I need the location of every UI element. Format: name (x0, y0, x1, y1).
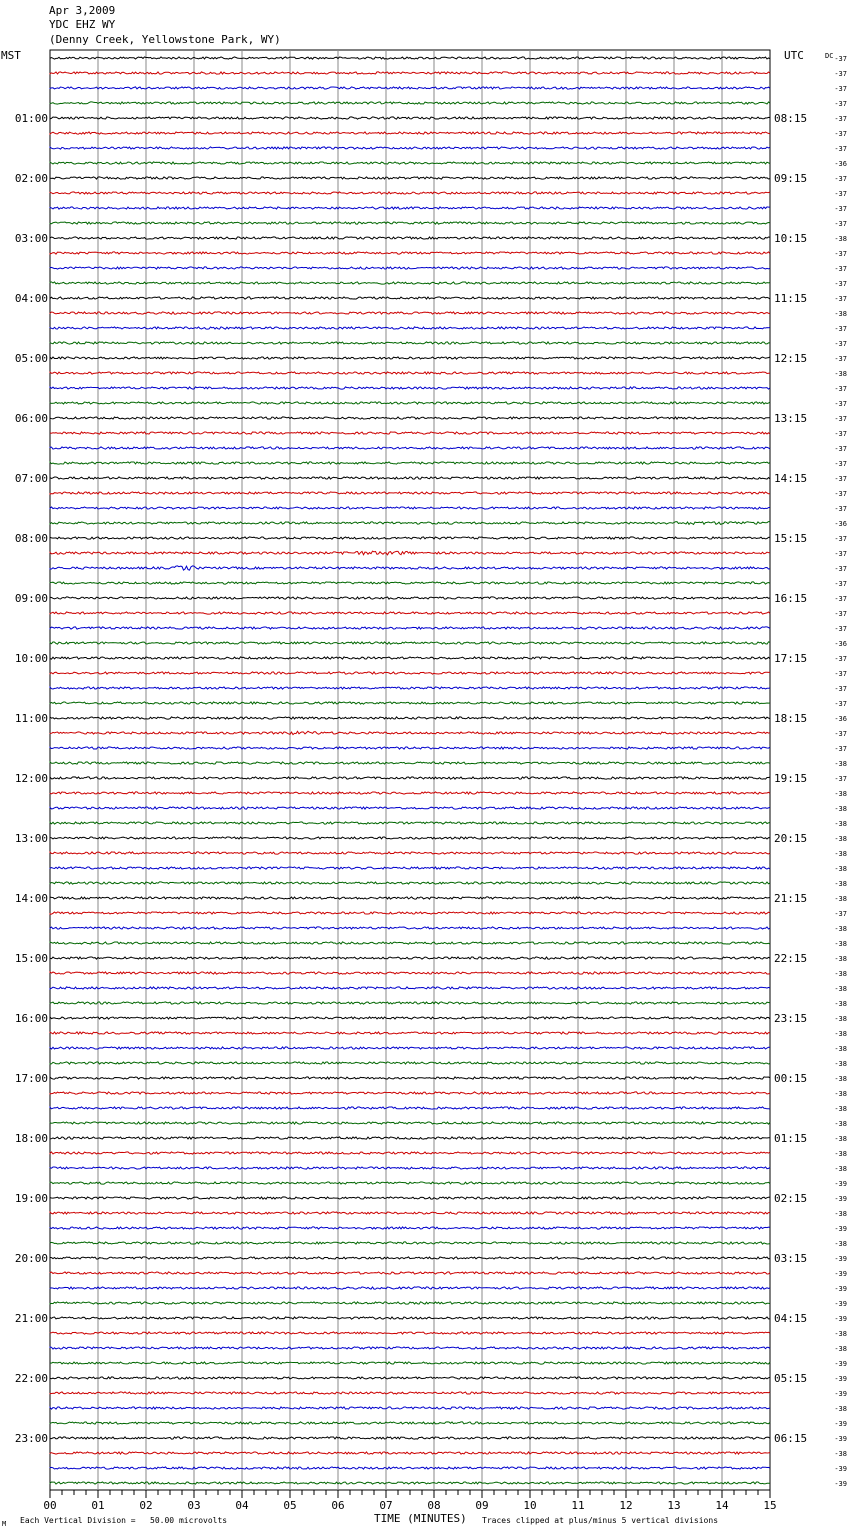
dc-offset-label: -37 (834, 730, 847, 738)
x-tick-label: 04 (235, 1499, 249, 1512)
mst-axis-label: MST (1, 49, 21, 62)
seismic-trace (50, 731, 770, 734)
seismic-trace (50, 162, 770, 164)
seismic-trace (50, 1302, 770, 1304)
seismic-trace (50, 627, 770, 629)
seismic-trace (50, 447, 770, 449)
dc-offset-label: -37 (834, 475, 847, 483)
utc-hour-label: 22:15 (774, 952, 808, 965)
mst-hour-label: 11:00 (14, 712, 48, 725)
dc-header-label: DC (825, 52, 834, 60)
footer-clip-text: Traces clipped at plus/minus 5 vertical divisions (482, 1516, 719, 1525)
seismic-trace (50, 1137, 770, 1139)
seismic-trace (50, 687, 770, 689)
dc-offset-label: -37 (834, 490, 847, 498)
dc-offset-label: -38 (834, 1210, 847, 1218)
seismic-trace (50, 837, 770, 839)
dc-offset-label: -38 (834, 805, 847, 813)
dc-offset-label: -37 (834, 100, 847, 108)
seismic-trace (50, 987, 770, 989)
dc-offset-label: -38 (834, 1240, 847, 1248)
dc-offset-label: -37 (834, 355, 847, 363)
dc-offset-label: -37 (834, 460, 847, 468)
seismic-trace (50, 132, 770, 134)
dc-offset-label: -37 (834, 535, 847, 543)
utc-hour-label: 16:15 (774, 592, 808, 605)
seismic-trace (50, 672, 770, 674)
dc-offset-label: -37 (834, 685, 847, 693)
dc-offset-label: -38 (834, 1105, 847, 1113)
seismic-trace (50, 717, 770, 719)
dc-offset-label: -38 (834, 850, 847, 858)
seismic-trace (50, 297, 770, 299)
seismic-trace (50, 852, 770, 854)
utc-hour-label: 17:15 (774, 652, 808, 665)
seismic-trace (50, 117, 770, 119)
seismic-trace (50, 1272, 770, 1274)
seismic-trace (50, 72, 770, 74)
utc-hour-label: 00:15 (774, 1072, 808, 1085)
seismic-trace (50, 222, 770, 224)
seismic-trace (50, 747, 770, 749)
dc-offset-label: -37 (834, 265, 847, 273)
dc-offset-label: -37 (834, 610, 847, 618)
dc-offset-label: -37 (834, 325, 847, 333)
utc-hour-label: 11:15 (774, 292, 808, 305)
utc-hour-label: 01:15 (774, 1132, 808, 1145)
seismic-trace (50, 312, 770, 314)
seismic-trace (50, 1197, 770, 1199)
dc-offset-label: -37 (834, 70, 847, 78)
utc-hour-label: 03:15 (774, 1252, 808, 1265)
utc-hour-label: 06:15 (774, 1432, 808, 1445)
dc-offset-label: -37 (834, 55, 847, 63)
x-tick-label: 13 (667, 1499, 681, 1512)
dc-offset-label: -38 (834, 835, 847, 843)
dc-offset-label: -37 (834, 505, 847, 513)
dc-offset-label: -36 (834, 640, 847, 648)
x-tick-label: 03 (187, 1499, 201, 1512)
dc-offset-label: -38 (834, 820, 847, 828)
mst-hour-label: 06:00 (14, 412, 48, 425)
utc-hour-label: 15:15 (774, 532, 808, 545)
seismic-trace (50, 357, 770, 359)
seismic-trace (50, 762, 770, 764)
chart-date: Apr 3,2009 (49, 4, 116, 17)
utc-axis-label: UTC (784, 49, 804, 62)
mst-hour-label: 23:00 (14, 1432, 48, 1445)
mst-hour-label: 09:00 (14, 592, 48, 605)
dc-offset-label: -38 (834, 1030, 847, 1038)
dc-offset-label: -38 (834, 1165, 847, 1173)
seismic-trace (50, 822, 770, 824)
dc-offset-label: -38 (834, 970, 847, 978)
utc-hour-label: 04:15 (774, 1312, 808, 1325)
seismic-trace (50, 582, 770, 584)
dc-offset-label: -37 (834, 775, 847, 783)
utc-hour-label: 23:15 (774, 1012, 808, 1025)
mst-hour-label: 10:00 (14, 652, 48, 665)
dc-offset-label: -37 (834, 910, 847, 918)
dc-offset-label: -38 (834, 1090, 847, 1098)
mst-hour-label: 16:00 (14, 1012, 48, 1025)
seismic-trace (50, 912, 770, 914)
dc-offset-label: -37 (834, 445, 847, 453)
x-tick-label: 09 (475, 1499, 489, 1512)
dc-offset-label: -37 (834, 655, 847, 663)
dc-offset-label: -39 (834, 1465, 847, 1473)
seismic-trace (50, 1422, 770, 1424)
dc-offset-label: -38 (834, 1345, 847, 1353)
seismic-trace (50, 1242, 770, 1244)
seismic-trace (50, 597, 770, 599)
dc-offset-label: -39 (834, 1180, 847, 1188)
x-tick-label: 02 (139, 1499, 153, 1512)
seismic-trace (50, 1002, 770, 1004)
seismic-trace (50, 1077, 770, 1079)
dc-offset-label: -38 (834, 1405, 847, 1413)
chart-station: YDC EHZ WY (49, 18, 116, 31)
dc-offset-label: -38 (834, 1450, 847, 1458)
dc-offset-label: -38 (834, 1075, 847, 1083)
dc-offset-label: -37 (834, 565, 847, 573)
dc-offset-label: -39 (834, 1360, 847, 1368)
seismic-trace (50, 1467, 770, 1469)
seismic-trace (50, 537, 770, 539)
dc-offset-label: -38 (834, 760, 847, 768)
seismic-trace (50, 1452, 770, 1454)
dc-offset-label: -37 (834, 340, 847, 348)
seismic-trace (50, 1332, 770, 1334)
dc-offset-label: -38 (834, 1015, 847, 1023)
seismic-trace (50, 642, 770, 644)
x-tick-label: 01 (91, 1499, 105, 1512)
mst-hour-label: 22:00 (14, 1372, 48, 1385)
seismic-trace (50, 1362, 770, 1364)
dc-offset-label: -37 (834, 595, 847, 603)
mst-hour-label: 02:00 (14, 172, 48, 185)
seismic-trace (50, 1122, 770, 1124)
seismic-trace (50, 1092, 770, 1094)
seismic-trace (50, 942, 770, 944)
mst-hour-label: 12:00 (14, 772, 48, 785)
utc-hour-label: 13:15 (774, 412, 808, 425)
dc-offset-label: -36 (834, 160, 847, 168)
dc-offset-label: -39 (834, 1315, 847, 1323)
seismic-trace (50, 1152, 770, 1154)
seismic-trace (50, 267, 770, 269)
dc-offset-label: -38 (834, 1150, 847, 1158)
seismic-trace (50, 1257, 770, 1259)
seismic-trace (50, 1437, 770, 1439)
dc-offset-label: -39 (834, 1480, 847, 1488)
seismic-trace (50, 417, 770, 419)
seismic-trace (50, 957, 770, 959)
seismic-trace (50, 1212, 770, 1214)
dc-offset-label: -38 (834, 865, 847, 873)
seismic-trace (50, 1062, 770, 1064)
seismic-trace (50, 1287, 770, 1289)
dc-offset-label: -37 (834, 205, 847, 213)
seismic-trace (50, 522, 770, 525)
x-tick-label: 10 (523, 1499, 537, 1512)
x-tick-label: 11 (571, 1499, 585, 1512)
dc-offset-label: -38 (834, 985, 847, 993)
seismic-trace (50, 807, 770, 809)
mst-hour-label: 20:00 (14, 1252, 48, 1265)
dc-offset-label: -37 (834, 145, 847, 153)
seismic-trace (50, 252, 770, 254)
seismic-trace (50, 102, 770, 104)
seismic-trace (50, 327, 770, 329)
x-tick-label: 00 (43, 1499, 57, 1512)
mst-hour-label: 07:00 (14, 472, 48, 485)
seismic-trace (50, 237, 770, 239)
seismic-trace (50, 1482, 770, 1484)
x-axis-title: TIME (MINUTES) (374, 1512, 467, 1525)
seismic-trace (50, 702, 770, 704)
x-tick-label: 05 (283, 1499, 297, 1512)
dc-offset-label: -36 (834, 520, 847, 528)
dc-offset-label: -38 (834, 1120, 847, 1128)
seismic-trace (50, 612, 770, 614)
plot-frame (50, 50, 770, 1490)
x-tick-label: 06 (331, 1499, 345, 1512)
dc-offset-label: -37 (834, 700, 847, 708)
dc-offset-label: -39 (834, 1195, 847, 1203)
dc-offset-label: -37 (834, 430, 847, 438)
mst-hour-label: 05:00 (14, 352, 48, 365)
seismic-trace (50, 207, 770, 209)
seismic-trace (50, 566, 770, 570)
seismic-trace (50, 177, 770, 179)
dc-offset-label: -38 (834, 1330, 847, 1338)
seismic-trace (50, 882, 770, 884)
dc-offset-label: -39 (834, 1390, 847, 1398)
dc-offset-label: -38 (834, 940, 847, 948)
seismic-trace (50, 402, 770, 404)
x-tick-label: 08 (427, 1499, 441, 1512)
seismic-trace (50, 1047, 770, 1049)
seismic-trace (50, 87, 770, 89)
seismic-trace (50, 1317, 770, 1319)
seismic-trace (50, 477, 770, 479)
dc-offset-label: -36 (834, 715, 847, 723)
dc-offset-label: -39 (834, 1435, 847, 1443)
seismic-trace (50, 777, 770, 779)
seismic-trace (50, 972, 770, 974)
footer-scale-text: Each Vertical Division = 50.00 microvolts (20, 1516, 228, 1525)
dc-offset-label: -37 (834, 745, 847, 753)
dc-offset-label: -38 (834, 790, 847, 798)
seismic-trace (50, 507, 770, 509)
utc-hour-label: 09:15 (774, 172, 808, 185)
mst-hour-label: 01:00 (14, 112, 48, 125)
mst-hour-label: 17:00 (14, 1072, 48, 1085)
dc-offset-label: -38 (834, 925, 847, 933)
x-tick-label: 14 (715, 1499, 729, 1512)
dc-offset-label: -38 (834, 955, 847, 963)
mst-hour-label: 19:00 (14, 1192, 48, 1205)
seismic-trace (50, 927, 770, 929)
seismic-trace (50, 1392, 770, 1394)
mst-hour-label: 04:00 (14, 292, 48, 305)
dc-offset-label: -37 (834, 250, 847, 258)
dc-offset-label: -39 (834, 1420, 847, 1428)
dc-offset-label: -39 (834, 1225, 847, 1233)
dc-offset-label: -39 (834, 1255, 847, 1263)
seismic-trace (50, 282, 770, 284)
seismic-trace (50, 432, 770, 434)
x-tick-label: 15 (763, 1499, 777, 1512)
seismic-trace (50, 57, 770, 59)
dc-offset-label: -38 (834, 895, 847, 903)
utc-hour-label: 08:15 (774, 112, 808, 125)
dc-offset-label: -37 (834, 220, 847, 228)
seismic-trace (50, 1377, 770, 1379)
utc-hour-label: 19:15 (774, 772, 808, 785)
dc-offset-label: -38 (834, 1045, 847, 1053)
dc-offset-label: -38 (834, 310, 847, 318)
seismic-trace (50, 192, 770, 194)
seismic-trace (50, 1407, 770, 1409)
dc-offset-label: -37 (834, 400, 847, 408)
seismic-trace (50, 147, 770, 149)
seismic-trace (50, 551, 770, 555)
seismic-trace (50, 867, 770, 869)
dc-offset-label: -38 (834, 880, 847, 888)
x-tick-label: 07 (379, 1499, 393, 1512)
seismic-trace (50, 1227, 770, 1229)
dc-offset-label: -39 (834, 1375, 847, 1383)
chart-location: (Denny Creek, Yellowstone Park, WY) (49, 33, 281, 46)
mst-hour-label: 08:00 (14, 532, 48, 545)
dc-offset-label: -39 (834, 1285, 847, 1293)
mst-hour-label: 13:00 (14, 832, 48, 845)
dc-offset-label: -38 (834, 1000, 847, 1008)
dc-offset-label: -37 (834, 670, 847, 678)
dc-offset-label: -37 (834, 115, 847, 123)
dc-offset-label: -38 (834, 1060, 847, 1068)
x-tick-label: 12 (619, 1499, 633, 1512)
dc-offset-label: -38 (834, 1135, 847, 1143)
dc-offset-label: -39 (834, 1270, 847, 1278)
utc-hour-label: 02:15 (774, 1192, 808, 1205)
seismic-trace (50, 657, 770, 659)
utc-hour-label: 12:15 (774, 352, 808, 365)
seismic-trace (50, 1167, 770, 1169)
dc-offset-label: -37 (834, 85, 847, 93)
dc-offset-label: -37 (834, 625, 847, 633)
footer-left-mark: M (2, 1520, 7, 1528)
dc-offset-label: -38 (834, 370, 847, 378)
seismic-trace (50, 1107, 770, 1109)
seismic-trace (50, 342, 770, 344)
utc-hour-label: 14:15 (774, 472, 808, 485)
mst-hour-label: 15:00 (14, 952, 48, 965)
dc-offset-label: -37 (834, 550, 847, 558)
utc-hour-label: 20:15 (774, 832, 808, 845)
dc-offset-label: -37 (834, 130, 847, 138)
dc-offset-label: -37 (834, 415, 847, 423)
utc-hour-label: 18:15 (774, 712, 808, 725)
utc-hour-label: 10:15 (774, 232, 808, 245)
seismic-trace (50, 462, 770, 464)
dc-offset-label: -37 (834, 385, 847, 393)
seismic-trace (50, 1032, 770, 1034)
dc-offset-label: -37 (834, 190, 847, 198)
seismic-trace (50, 1182, 770, 1184)
seismic-trace (50, 792, 770, 794)
dc-offset-label: -38 (834, 235, 847, 243)
mst-hour-label: 21:00 (14, 1312, 48, 1325)
mst-hour-label: 03:00 (14, 232, 48, 245)
dc-offset-label: -37 (834, 295, 847, 303)
dc-offset-label: -37 (834, 580, 847, 588)
mst-hour-label: 14:00 (14, 892, 48, 905)
utc-hour-label: 21:15 (774, 892, 808, 905)
mst-hour-label: 18:00 (14, 1132, 48, 1145)
seismic-trace (50, 1347, 770, 1349)
dc-offset-label: -37 (834, 175, 847, 183)
utc-hour-label: 05:15 (774, 1372, 808, 1385)
seismic-trace (50, 1017, 770, 1019)
seismic-trace (50, 372, 770, 374)
dc-offset-label: -37 (834, 280, 847, 288)
dc-offset-label: -39 (834, 1300, 847, 1308)
seismic-trace (50, 387, 770, 389)
seismic-trace (50, 492, 770, 494)
seismic-trace (50, 897, 770, 899)
